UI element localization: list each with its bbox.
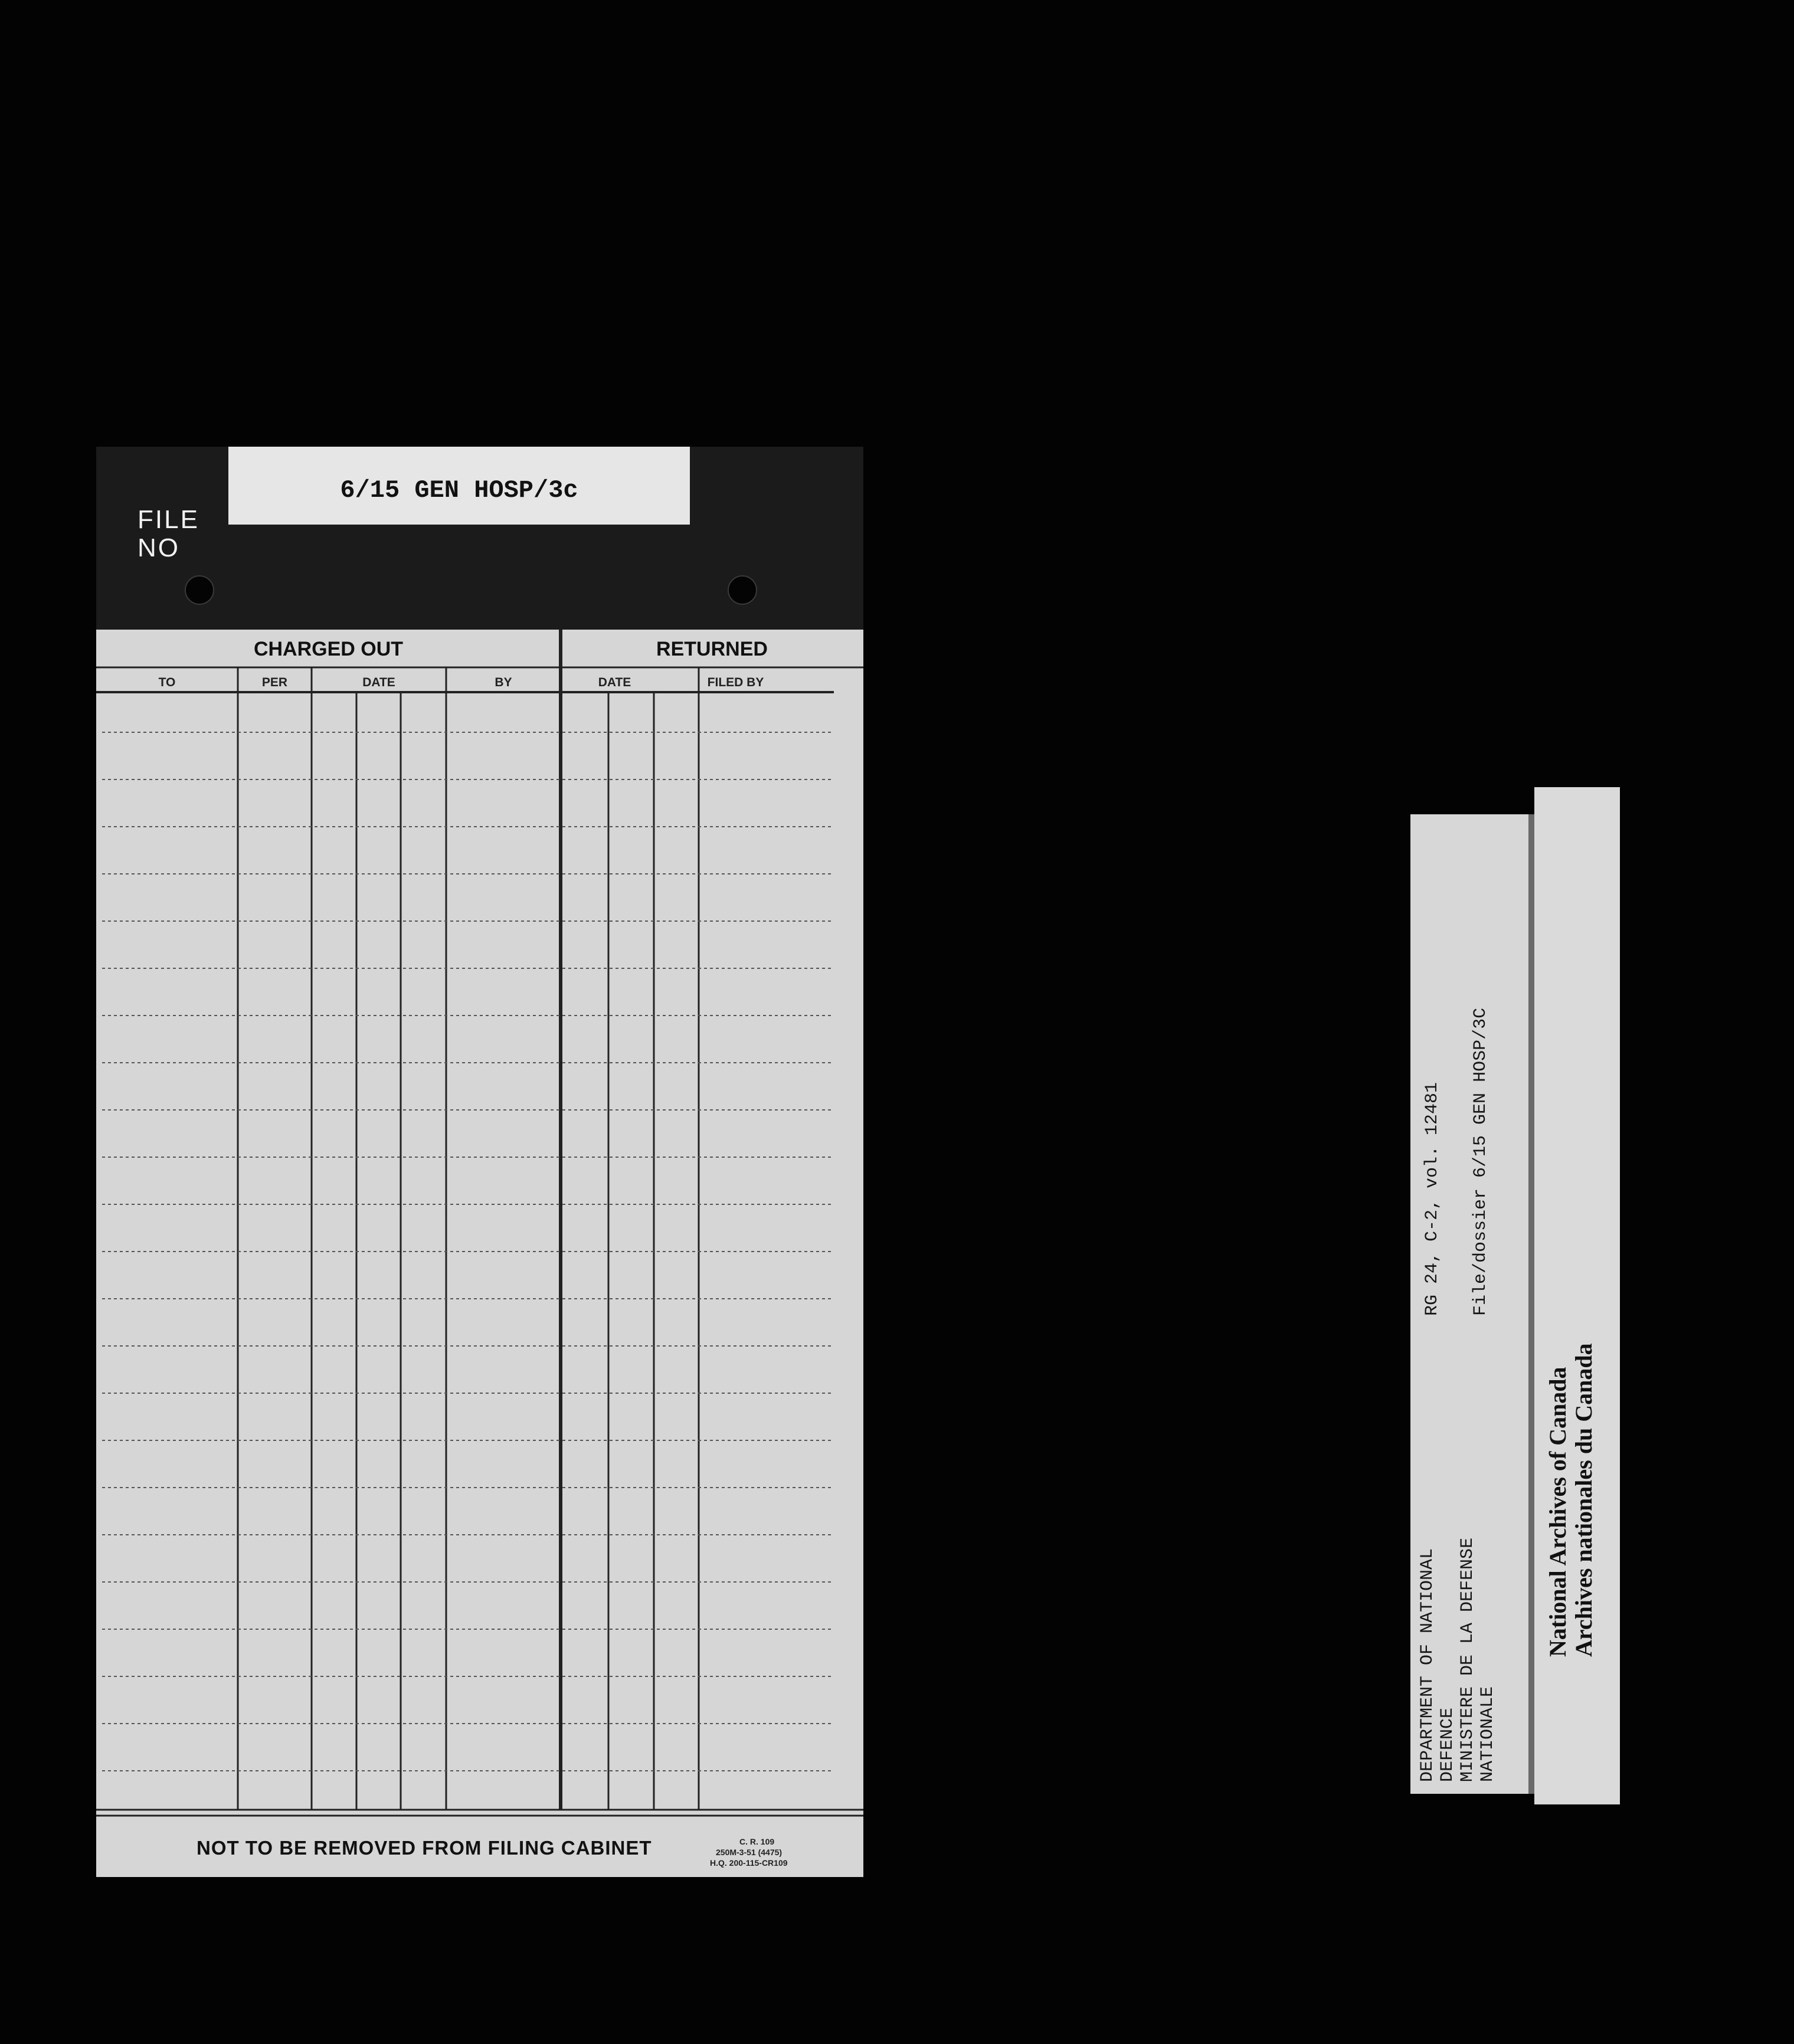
column-to: TO xyxy=(158,676,176,689)
column-returned-date: DATE xyxy=(598,676,631,689)
column-date: DATE xyxy=(362,676,395,689)
file-dossier: File/dossier 6/15 GEN HOSP/3C xyxy=(1471,1007,1491,1316)
institution-name-fr: Archives nationales du Canada xyxy=(1570,1343,1597,1657)
department-fr-line1: MINISTERE DE LA DEFENSE xyxy=(1458,1537,1478,1782)
file-caption-line1: FILE xyxy=(138,505,199,534)
record-group: RG 24, C-2, vol. 12481 xyxy=(1422,1082,1442,1316)
charged-out-heading: CHARGED OUT xyxy=(253,638,404,660)
card-header-band xyxy=(96,447,863,630)
form-code: C. R. 109 xyxy=(739,1837,775,1846)
department-fr-line2: NATIONALE xyxy=(1478,1686,1498,1782)
file-number: 6/15 GEN HOSP/3c xyxy=(340,476,578,505)
punch-hole-right xyxy=(728,575,757,605)
ruled-grid xyxy=(96,630,863,1877)
file-charge-card xyxy=(96,447,863,1877)
department-en-line2: DEFENCE xyxy=(1438,1707,1458,1782)
file-caption-line2: NO xyxy=(138,533,180,562)
form-code: H.Q. 200-115-CR109 xyxy=(710,1858,788,1868)
footer-warning: NOT TO BE REMOVED FROM FILING CABINET xyxy=(197,1837,652,1859)
department-en-line1: DEPARTMENT OF NATIONAL xyxy=(1417,1548,1438,1782)
institution-name-en: National Archives of Canada xyxy=(1544,1367,1571,1657)
column-by: BY xyxy=(495,676,512,689)
column-per: PER xyxy=(261,676,288,689)
institution-label xyxy=(1534,787,1620,1804)
charge-out-table xyxy=(96,630,863,1877)
column-filed-by: FILED BY xyxy=(707,676,764,689)
file-no-caption xyxy=(138,506,199,562)
form-code: 250M-3-51 (4475) xyxy=(716,1848,783,1857)
archive-reference-label xyxy=(1410,814,1534,1794)
punch-hole-left xyxy=(185,575,214,605)
returned-heading: RETURNED xyxy=(656,638,768,660)
file-number-label xyxy=(228,447,690,525)
